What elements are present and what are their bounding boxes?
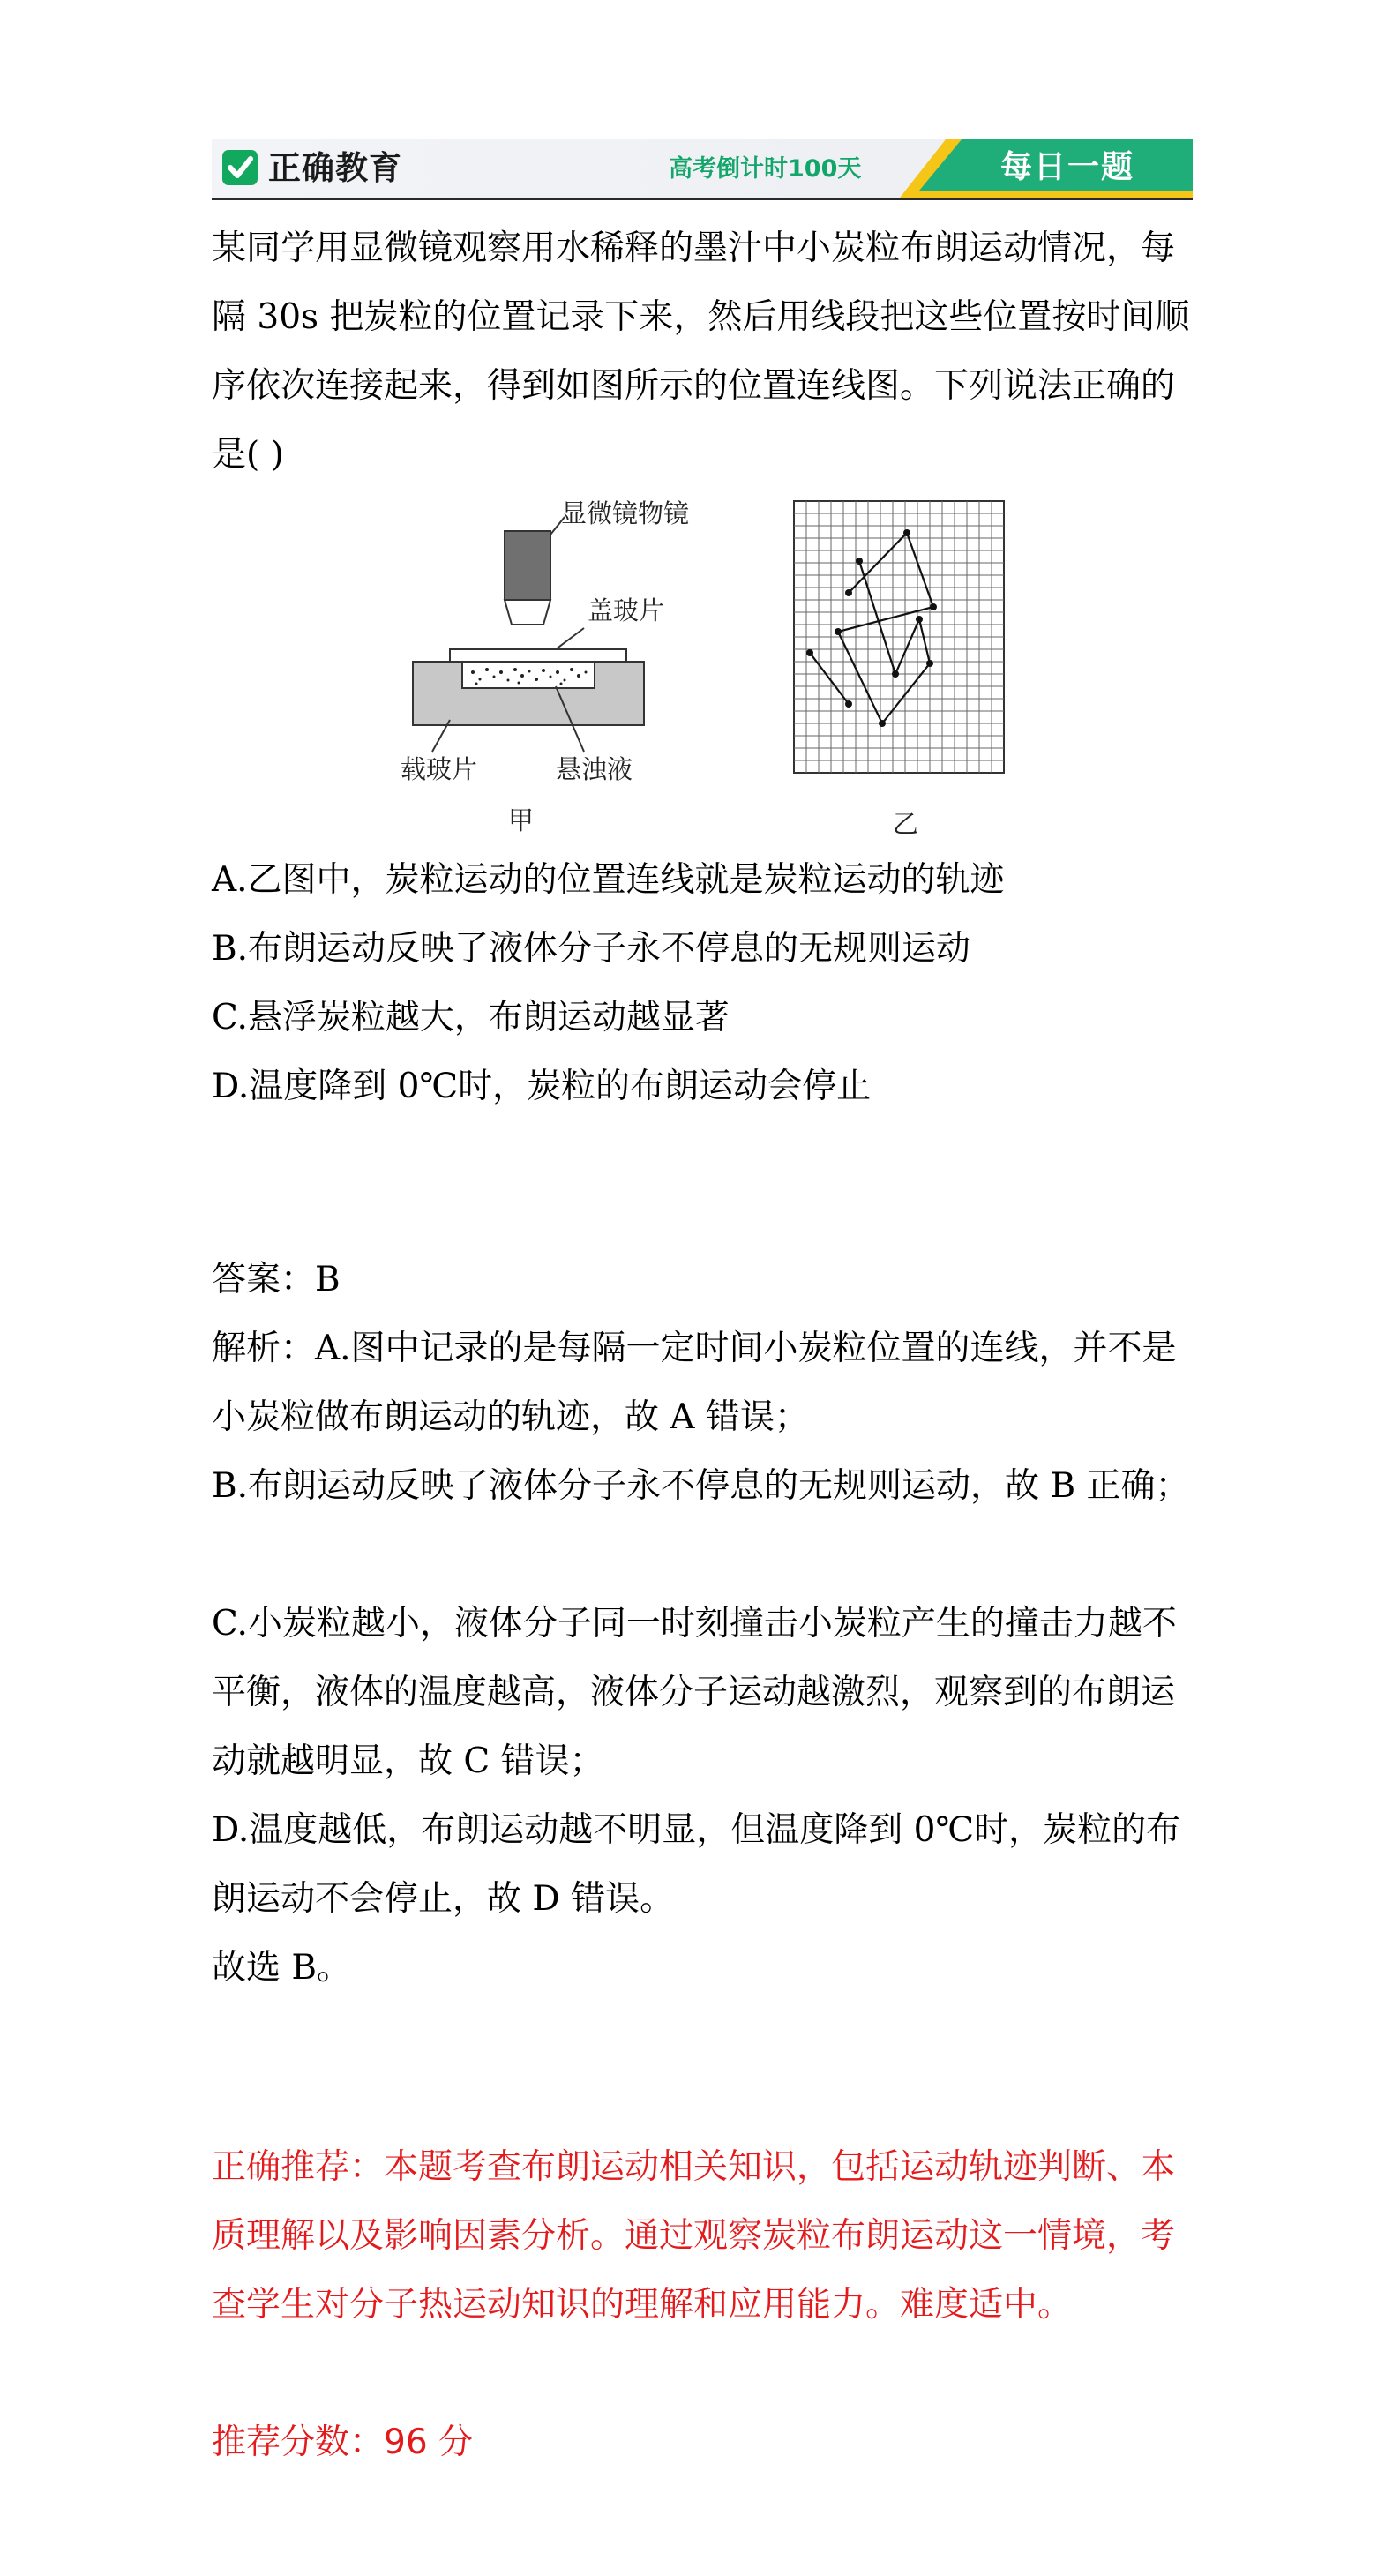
suspension-well [462,662,595,688]
analysis-d: D.温度越低，布朗运动越不明显，但温度降到 0℃时，炭粒的布朗运动不会停止，故 D 错误。 [212,1810,1181,1919]
objective-lens-tip [505,600,550,625]
suspension-label: 悬浊液 [556,754,633,784]
experiment-figure [388,476,1006,847]
conclusion: 故选 B。 [212,1948,352,1988]
analysis-b: B.布朗运动反映了液体分子永不停息的无规则运动，故 B 正确； [212,1466,1190,1506]
objective-label: 显微镜物镜 [561,498,690,528]
analysis-c: C.小炭粒越小，液体分子同一时刻撞击小炭粒产生的撞击力越不平衡，液体的温度越高，液体分子运动越激烈，观察到的布朗运动就越明显，故 C 错误； [212,1604,1177,1781]
answer-label: 答案：B [212,1260,341,1299]
check-icon [222,150,258,185]
coverslip-label: 盖玻片 [588,595,665,625]
recommendation-score: 推荐分数：96 分 [212,2422,474,2462]
coverslip [450,649,626,662]
figure-caption-b: 乙 [893,809,919,839]
banner-divider [212,198,1193,200]
option-a: A.乙图中，炭粒运动的位置连线就是炭粒运动的轨迹 [212,860,1005,900]
option-b: B.布朗运动反映了液体分子永不停息的无规则运动 [212,929,971,969]
daily-question-tag: 每日一题 [999,149,1134,185]
option-c: C.悬浮炭粒越大，布朗运动越显著 [212,998,730,1037]
objective-lens-body [505,531,550,600]
countdown-text: 高考倒计时100天 [669,155,862,183]
analysis-a: 解析：A.图中记录的是每隔一定时间小炭粒位置的连线，并不是小炭粒做布朗运动的轨迹，故 A 错误； [212,1329,1177,1437]
brand-name: 正确教育 [268,149,402,187]
figure-drawing [388,476,1006,847]
recommendation-text: 正确推荐：本题考查布朗运动相关知识，包括运动轨迹判断、本质理解以及影响因素分析。通过观察炭粒布朗运动这一情境，考查学生对分子热运动知识的理解和应用能力。难度适中。 [212,2147,1176,2325]
option-d: D.温度降到 0℃时，炭粒的布朗运动会停止 [212,1067,872,1106]
slide-label: 载玻片 [401,754,478,784]
question-stem: 某同学用显微镜观察用水稀释的墨汁中小炭粒布朗运动情况，每隔 30s 把炭粒的位置记录下来，然后用线段把这些位置按时间顺序依次连接起来，得到如图所示的位置连线图。下列说法正确的是( ) [212,228,1190,475]
header-banner [212,139,1193,201]
figure-caption-a: 甲 [508,805,535,835]
